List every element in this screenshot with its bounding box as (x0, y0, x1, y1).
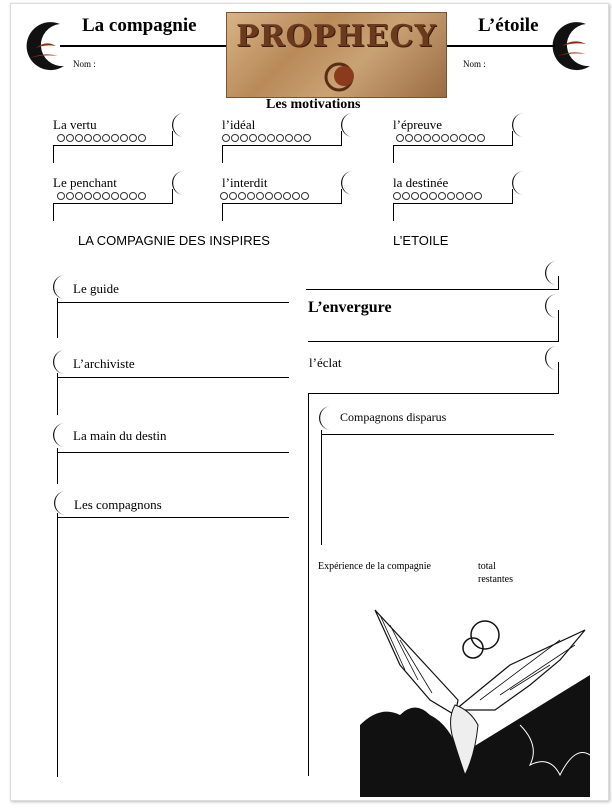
crescent-icon (171, 112, 189, 143)
motivation-bracket-right (512, 189, 513, 204)
right-moon-emblem (546, 18, 604, 76)
rating-circle[interactable] (294, 134, 302, 142)
motivation-bracket-right (172, 131, 173, 146)
rating-circle[interactable] (220, 192, 228, 200)
rating-circle[interactable] (402, 192, 410, 200)
guide-label: Le guide (73, 281, 119, 296)
motivation-rule (223, 145, 341, 146)
archiviste-bracket (57, 373, 58, 415)
archiviste-label: L’archiviste (73, 356, 135, 371)
envergure-bracket (558, 310, 559, 342)
rating-circle[interactable] (465, 192, 473, 200)
compagnons-rule (58, 517, 289, 518)
star-name-label: Nom : (463, 59, 486, 69)
motivation-bracket-right (512, 131, 513, 146)
motivation-rule (54, 203, 172, 204)
rating-circle[interactable] (66, 192, 74, 200)
crescent-icon (340, 112, 358, 143)
main-destin-label: La main du destin (73, 428, 167, 443)
archiviste-rule (58, 377, 289, 378)
rating-circle[interactable] (265, 192, 273, 200)
company-name-label: Nom : (73, 59, 96, 69)
motivation-label: Le penchant (53, 175, 117, 190)
motivation-bracket-left (222, 203, 223, 221)
rating-circle[interactable] (84, 192, 92, 200)
crescent-icon (52, 349, 70, 380)
rating-circle[interactable] (283, 192, 291, 200)
rating-circle[interactable] (396, 134, 404, 142)
rating-circle[interactable] (247, 192, 255, 200)
rating-circle[interactable] (120, 134, 128, 142)
rating-circle[interactable] (438, 192, 446, 200)
rating-circle[interactable] (238, 192, 246, 200)
company-title: La compagnie (82, 15, 197, 36)
motivation-bracket-left (393, 145, 394, 163)
restantes-label: restantes (478, 574, 513, 585)
rating-circle[interactable] (75, 192, 83, 200)
rating-circle[interactable] (267, 134, 275, 142)
header-rule-left (60, 45, 228, 47)
crescent-icon (511, 112, 529, 143)
rating-circle[interactable] (258, 134, 266, 142)
motivation-rating[interactable] (222, 134, 311, 142)
rating-circle[interactable] (93, 192, 101, 200)
header-rule-right (445, 45, 555, 47)
company-section-heading: LA COMPAGNIE DES INSPIRES (78, 233, 270, 248)
rating-circle[interactable] (138, 192, 146, 200)
left-moon-emblem (16, 18, 74, 76)
envergure-top-rule (306, 289, 559, 290)
motivation-label: l’épreuve (393, 117, 443, 132)
main-destin-rule (58, 452, 289, 453)
rating-circle[interactable] (274, 192, 282, 200)
rating-circle[interactable] (138, 134, 146, 142)
rating-circle[interactable] (222, 134, 230, 142)
eclat-bracket (558, 362, 559, 394)
rating-circle[interactable] (450, 134, 458, 142)
crescent-icon (52, 274, 70, 305)
experience-label: Expérience de la compagnie (318, 561, 431, 572)
rating-circle[interactable] (240, 134, 248, 142)
rating-circle[interactable] (301, 192, 309, 200)
right-column-border (308, 393, 309, 776)
motivation-bracket-left (222, 145, 223, 163)
motivation-rating[interactable] (396, 134, 485, 142)
rating-circle[interactable] (420, 192, 428, 200)
rating-circle[interactable] (249, 134, 257, 142)
rating-circle[interactable] (477, 134, 485, 142)
motivation-bracket-right (341, 131, 342, 146)
star-section-heading: L’ETOILE (393, 233, 449, 248)
motivation-label: La vertu (53, 117, 97, 132)
motivation-rule (394, 145, 512, 146)
rating-circle[interactable] (75, 134, 83, 142)
motivation-rule (54, 145, 172, 146)
rating-circle[interactable] (468, 134, 476, 142)
guide-bracket (57, 298, 58, 338)
main-destin-bracket (57, 448, 58, 484)
dragon-illustration (360, 605, 590, 797)
rating-circle[interactable] (256, 192, 264, 200)
rating-circle[interactable] (84, 134, 92, 142)
rating-circle[interactable] (411, 192, 419, 200)
envergure-rule (308, 341, 559, 342)
rating-circle[interactable] (456, 192, 464, 200)
compagnons-label: Les compagnons (74, 497, 162, 512)
motivation-rating[interactable] (393, 192, 482, 200)
star-title: L’étoile (478, 15, 539, 36)
eclat-label: l’éclat (309, 355, 342, 370)
guide-rule (58, 302, 289, 303)
rating-circle[interactable] (405, 134, 413, 142)
motivation-bracket-right (341, 189, 342, 204)
crescent-icon (340, 170, 358, 201)
disparus-bracket (321, 430, 322, 545)
envergure-label: L’envergure (308, 299, 392, 316)
rating-circle[interactable] (231, 134, 239, 142)
motivation-bracket-left (53, 203, 54, 221)
rating-circle[interactable] (57, 134, 65, 142)
rating-circle[interactable] (429, 192, 437, 200)
disparus-label: Compagnons disparus (340, 410, 447, 424)
crescent-icon (171, 170, 189, 201)
crescent-icon (544, 293, 562, 324)
motivation-bracket-left (53, 145, 54, 163)
rating-circle[interactable] (303, 134, 311, 142)
rating-circle[interactable] (423, 134, 431, 142)
disparus-rule (322, 434, 554, 435)
prophecy-logo (226, 12, 447, 98)
motivation-label: la destinée (393, 175, 449, 190)
rating-circle[interactable] (292, 192, 300, 200)
crescent-icon (544, 345, 562, 376)
rating-circle[interactable] (120, 192, 128, 200)
rating-circle[interactable] (111, 134, 119, 142)
rating-circle[interactable] (102, 134, 110, 142)
motivation-bracket-left (393, 203, 394, 221)
rating-circle[interactable] (459, 134, 467, 142)
rating-circle[interactable] (129, 134, 137, 142)
envergure-top-bracket (558, 276, 559, 290)
logo-wordmark: PROPHECY (236, 19, 437, 54)
motivation-rating[interactable] (57, 192, 146, 200)
motivation-rule (223, 203, 341, 204)
total-label: total (478, 561, 496, 572)
crescent-icon (52, 422, 70, 453)
rating-circle[interactable] (432, 134, 440, 142)
motivation-label: l’idéal (222, 117, 256, 132)
motivation-label: l’interdit (222, 175, 268, 190)
motivation-rating[interactable] (220, 192, 309, 200)
rating-circle[interactable] (57, 192, 65, 200)
logo-moons (317, 59, 361, 95)
rating-circle[interactable] (66, 134, 74, 142)
compagnons-bracket (57, 513, 58, 777)
rating-circle[interactable] (93, 134, 101, 142)
rating-circle[interactable] (129, 192, 137, 200)
crescent-icon (511, 170, 529, 201)
motivation-bracket-right (172, 189, 173, 204)
eclat-rule (308, 393, 559, 394)
rating-circle[interactable] (447, 192, 455, 200)
rating-circle[interactable] (474, 192, 482, 200)
motivation-rating[interactable] (57, 134, 146, 142)
rating-circle[interactable] (111, 192, 119, 200)
motivation-rule (394, 203, 512, 204)
rating-circle[interactable] (441, 134, 449, 142)
rating-circle[interactable] (285, 134, 293, 142)
rating-circle[interactable] (276, 134, 284, 142)
rating-circle[interactable] (102, 192, 110, 200)
rating-circle[interactable] (229, 192, 237, 200)
rating-circle[interactable] (414, 134, 422, 142)
motivations-title: Les motivations (266, 97, 361, 112)
crescent-icon (544, 260, 562, 291)
rating-circle[interactable] (393, 192, 401, 200)
